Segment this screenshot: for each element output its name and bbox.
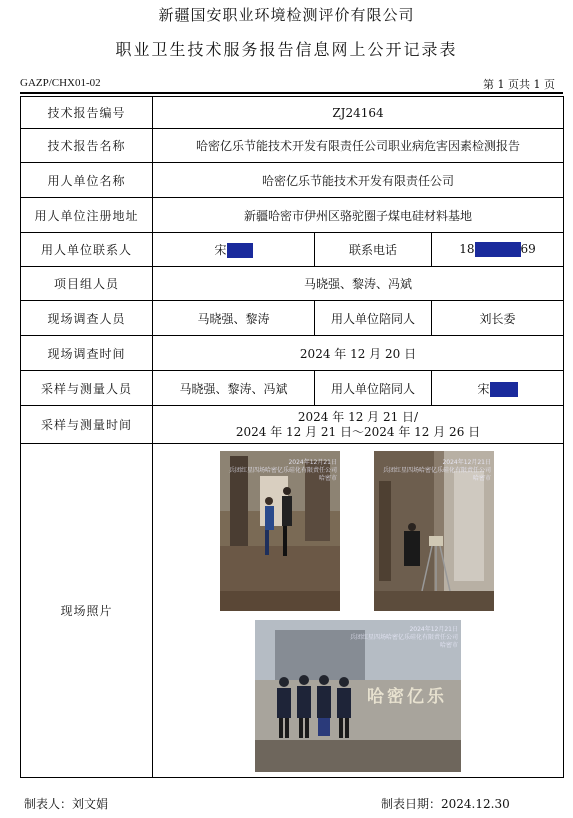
photo-area — [153, 444, 563, 776]
row-report-name — [21, 129, 564, 163]
label-sampling-accompany: 用人单位陪同人 — [315, 371, 432, 406]
row-employer-name — [21, 163, 564, 198]
row-survey-staff — [21, 301, 564, 336]
photos-cell — [153, 444, 564, 778]
label-employer-name: 用人单位名称 — [21, 163, 153, 198]
label-sampling-staff: 采样与测量人员 — [21, 371, 153, 406]
photo-1-stamp — [227, 459, 337, 483]
photo-1-stamp-line1: 2024年12月21日 — [288, 459, 337, 466]
value-employer-name: 哈密亿乐节能技术开发有限责任公司 — [153, 163, 564, 198]
label-report-name: 技术报告名称 — [21, 129, 153, 163]
label-survey-accompany: 用人单位陪同人 — [315, 301, 432, 336]
label-survey-staff: 现场调查人员 — [21, 301, 153, 336]
value-contact — [153, 233, 315, 267]
redaction-block — [475, 242, 521, 257]
label-photos: 现场照片 — [21, 444, 153, 778]
photo-2-stamp-line1: 2024年12月21日 — [442, 459, 491, 466]
photo-3-stamp — [318, 626, 458, 650]
label-report-no: 技术报告编号 — [21, 97, 153, 129]
value-phone — [432, 233, 564, 267]
photo-3-stamp-line2: 兵团红星四场哈密亿乐硅化有限责任公司 — [349, 634, 458, 641]
row-survey-time — [21, 336, 564, 371]
site-photo-1 — [220, 451, 340, 611]
row-photos — [21, 444, 564, 778]
value-survey-time: 2024 年 12 月 20 日 — [153, 336, 564, 371]
phone-prefix: 18 — [459, 242, 475, 256]
label-employer-address: 用人单位注册地址 — [21, 198, 153, 233]
value-project-team: 马晓强、黎涛、冯斌 — [153, 267, 564, 301]
label-contact: 用人单位联系人 — [21, 233, 153, 267]
value-report-name: 哈密亿乐节能技术开发有限责任公司职业病危害因素检测报告 — [153, 129, 564, 163]
phone-suffix: 69 — [520, 242, 536, 256]
label-project-team: 项目组人员 — [21, 267, 153, 301]
value-sampling-time — [153, 406, 564, 444]
photo-3-stamp-line3: 哈密市 — [439, 642, 458, 649]
value-employer-address: 新疆哈密市伊州区骆驼圈子煤电硅材料基地 — [153, 198, 564, 233]
value-sampling-accompany — [432, 371, 564, 406]
record-table — [20, 96, 564, 778]
photo-2-stamp — [381, 459, 491, 483]
company-name: 新疆国安职业环境检测评价有限公司 — [158, 6, 415, 24]
row-project-team — [21, 267, 564, 301]
label-sampling-time: 采样与测量时间 — [21, 406, 153, 444]
row-employer-address — [21, 198, 564, 233]
value-survey-accompany: 刘长委 — [432, 301, 564, 336]
photo-3-stamp-line1: 2024年12月21日 — [409, 626, 458, 633]
prepare-date: 制表日期：2024.12.30 — [381, 797, 510, 811]
sampling-time-line2: 2024 年 12 月 21 日～2024 年 12 月 26 日 — [235, 424, 481, 439]
redaction-block — [490, 382, 518, 397]
value-sampling-staff: 马晓强、黎涛、冯斌 — [153, 371, 315, 406]
redaction-block — [227, 243, 253, 258]
row-contact — [21, 233, 564, 267]
photo-1-stamp-line3: 哈密市 — [318, 475, 337, 482]
preparer: 制表人：刘文娟 — [24, 797, 109, 811]
document-code: GAZP/CHX01-02 — [20, 77, 101, 89]
row-sampling-staff — [21, 371, 564, 406]
label-survey-time: 现场调查时间 — [21, 336, 153, 371]
photo-2-stamp-line2: 兵团红星四场哈密亿乐硅化有限责任公司 — [382, 467, 491, 474]
accompany-name: 宋 — [477, 381, 490, 396]
value-survey-staff: 马晓强、黎涛 — [153, 301, 315, 336]
row-report-no — [21, 97, 564, 129]
page-info: 第 1 页共 1 页 — [483, 78, 555, 91]
header-rule — [20, 92, 563, 94]
sampling-time-line1: 2024 年 12 月 21 日/ — [297, 409, 419, 424]
value-report-no: ZJ24164 — [153, 97, 564, 129]
photo-2-stamp-line3: 哈密市 — [472, 475, 491, 482]
photo-3-sign: 哈密亿乐 — [367, 687, 447, 707]
photo-1-stamp-line2: 兵团红星四场哈密亿乐硅化有限责任公司 — [228, 467, 337, 474]
label-phone: 联系电话 — [315, 233, 432, 267]
site-photo-2 — [374, 451, 494, 611]
site-photo-3 — [255, 620, 461, 772]
contact-name: 宋 — [214, 243, 227, 257]
page-title: 职业卫生技术服务报告信息网上公开记录表 — [115, 40, 458, 59]
row-sampling-time — [21, 406, 564, 444]
